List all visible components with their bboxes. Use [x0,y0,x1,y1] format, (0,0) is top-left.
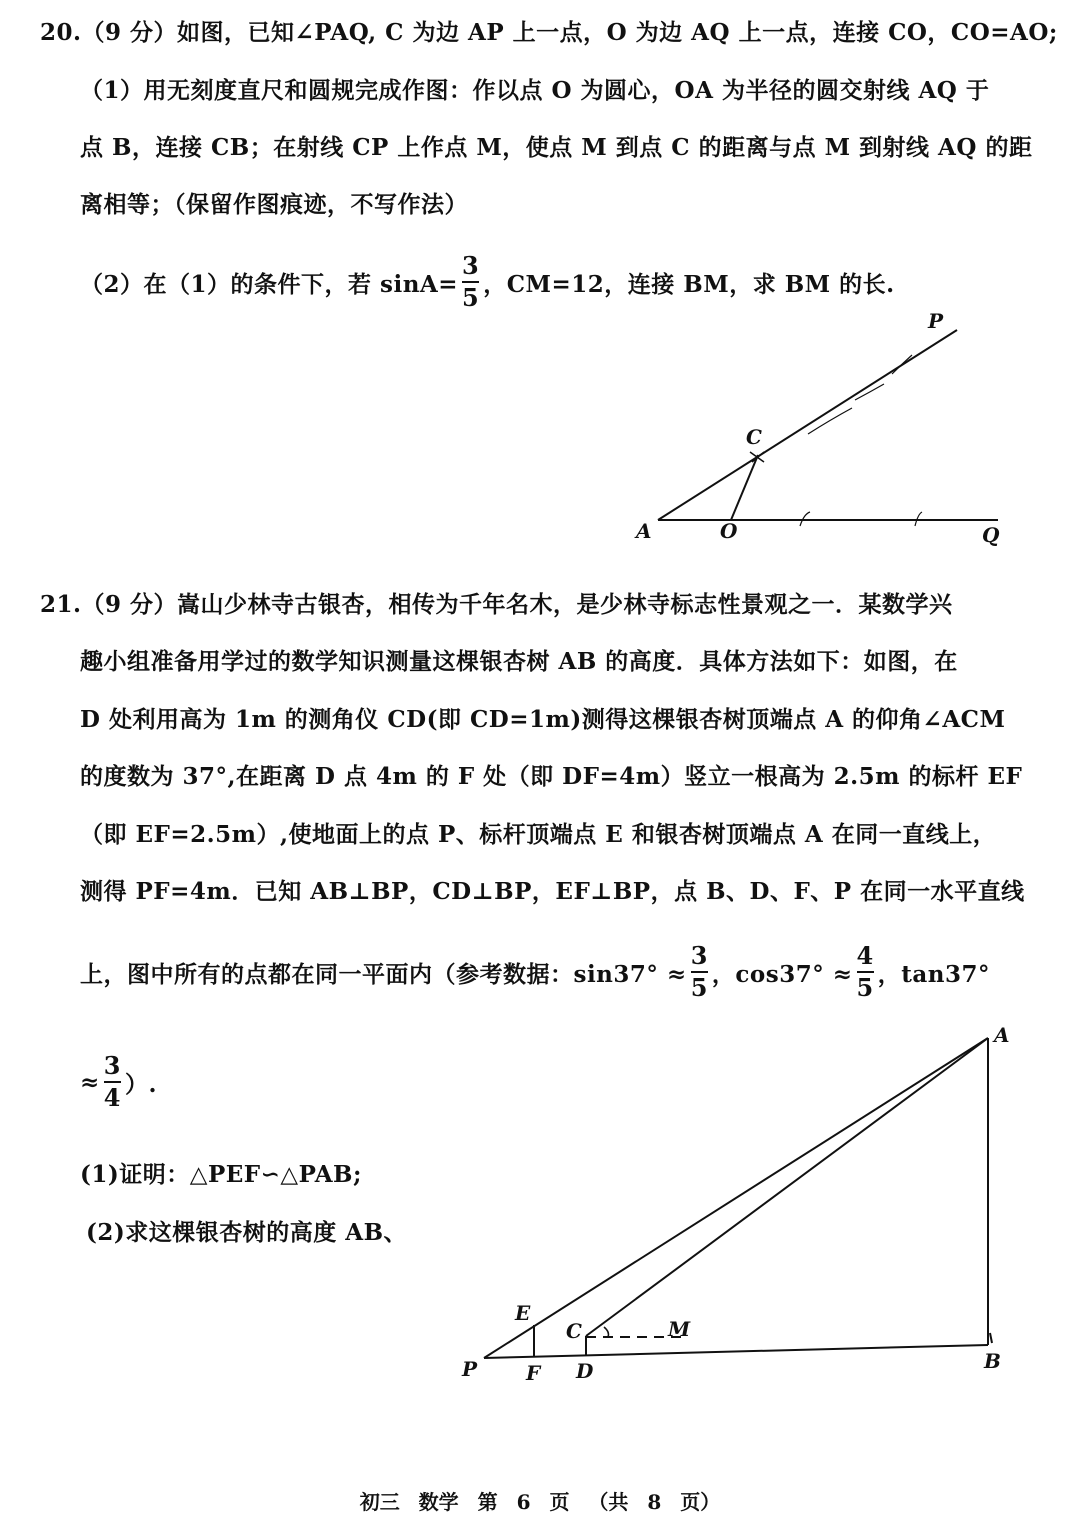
q21-line-1: 21.（9 分）嵩山少林寺古银杏，相传为千年名木，是少林寺标志性景观之一．某数学兴 [40,591,953,618]
label-E: E [515,1301,531,1325]
tan-num: 3 [103,1051,121,1080]
approx-sign: ≈ [80,1068,100,1096]
label-P: P [462,1357,478,1381]
q21-line-2: 趣小组准备用学过的数学知识测量这棵银杏树 AB 的高度．具体方法如下：如图，在 [80,648,958,675]
q21-line-4: 的度数为 37°,在距离 D 点 4m 的 F 处（即 DF=4m）竖立一根高为 2.5m 的标杆 EF [80,763,1023,790]
label-F: F [526,1361,541,1385]
angle-arc [604,1327,609,1337]
q20-frac-num: 3 [462,251,480,280]
label-M: M [668,1317,691,1341]
label-B: B [984,1349,1001,1373]
q20-line-4: 离相等；（保留作图痕迹，不写作法） [80,191,468,218]
ground-PB [484,1345,988,1358]
line-PA [484,1038,988,1358]
label-D: D [576,1359,594,1383]
sin-den: 5 [690,973,708,1002]
q21-part-1: (1)证明：△PEF∽△PAB; [80,1161,362,1188]
line-CA [586,1038,988,1336]
label-A: A [636,519,652,543]
label-P: P [928,309,944,333]
ref-prefix: 上，图中所有的点都在同一平面内（参考数据：sin37° ≈ [80,960,687,988]
q20-line-2: （1）用无刻度直尺和圆规完成作图：作以点 O 为圆心，OA 为半径的圆交射线 AQ 于 [80,77,990,104]
label-C: C [566,1319,582,1343]
q20-part2-after: ，CM=12，连接 BM，求 BM 的长. [483,270,895,298]
page-footer: 初三 数学 第 6 页 （共 8 页） [359,1490,721,1514]
tan-den: 4 [103,1083,121,1112]
label-C: C [746,425,762,449]
ref-tan: ，tan37° [877,960,990,988]
q20-line-3: 点 B，连接 CB；在射线 CP 上作点 M，使点 M 到点 C 的距离与点 M 到射线 AQ 的距 [80,134,1033,161]
sin-num: 3 [690,941,708,970]
label-Q: Q [982,523,1000,547]
label-A: A [994,1023,1010,1047]
right-angle-tick [990,1333,992,1343]
q20-line-1: 20.（9 分）如图，已知∠PAQ, C 为边 AP 上一点，O 为边 AQ 上一点，连接 CO，CO=AO; [40,19,1058,46]
label-O: O [720,519,738,543]
q21-line-3: D 处利用高为 1m 的测角仪 CD(即 CD=1m)测得这棵银杏树顶端点 A 的仰角∠ACM [80,706,1006,733]
q20-part2-before: （2）在（1）的条件下，若 sinA= [80,270,459,298]
q21-line-5: （即 EF=2.5m）,使地面上的点 P、标杆顶端点 E 和银杏树顶端点 A 在同一直线上， [80,821,997,848]
q21-part-2: (2)求这棵银杏树的高度 AB、 [86,1219,408,1246]
q21-line-6: 测得 PF=4m．已知 AB⊥BP，CD⊥BP，EF⊥BP，点 B、D、F、P 在同一水平直线 [80,878,1025,905]
ref-end: ）. [124,1070,157,1098]
q20-frac-den: 5 [462,283,480,312]
ref-mid: ，cos37° ≈ [711,960,853,988]
cos-num: 4 [856,941,874,970]
cos-den: 5 [856,973,874,1002]
